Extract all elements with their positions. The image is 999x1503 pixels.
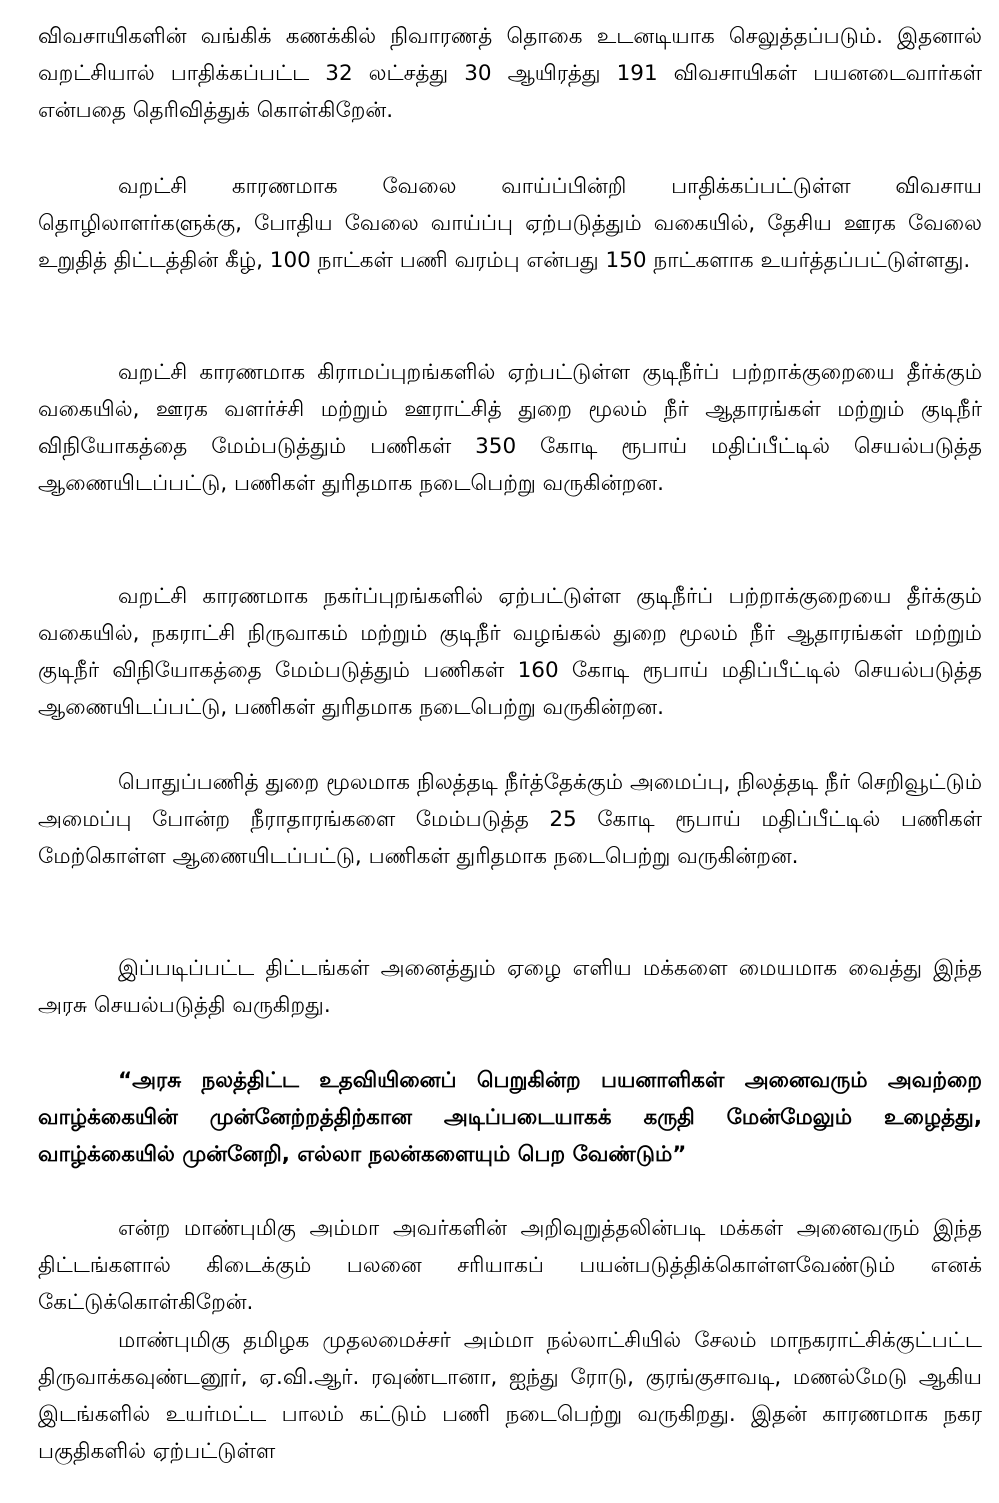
paragraph-relief-amount: விவசாயிகளின் வங்கிக் கணக்கில் நிவாரணத் தொகை உடனடியாக செலுத்தப்படும். இதனால் வறட்சியால் பாதிக்கப்பட்ட 32 லட்சத்து 30 ஆயிரத்து 191 விவசாயிகள் பயனடைவார்கள் என்பதை தெரிவித்துக் கொள்கிறேன்.: [38, 24, 982, 123]
paragraph-request: என்ற மாண்புமிகு அம்மா அவர்களின் அறிவுறுத்தலின்படி மக்கள் அனைவரும் இந்த திட்டங்களால் கிடைக்கும் பலனை சரியாகப் பயன்படுத்திக்கொள்ளவேண்டும் எனக் கேட்டுக்கொள்கிறேன்.: [38, 1216, 982, 1315]
paragraph-poor-people: இப்படிப்பட்ட திட்டங்கள் அனைத்தும் ஏழை எளிய மக்களை மையமாக வைத்து இந்த அரசு செயல்படுத்தி வருகிறது.: [38, 956, 982, 1018]
paragraph-urban-water: வறட்சி காரணமாக நகர்ப்புறங்களில் ஏற்பட்டுள்ள குடிநீர்ப் பற்றாக்குறையை தீர்க்கும் வகையில், நகராட்சி நிருவாகம் மற்றும் குடிநீர் வழங்கல் துறை மூலம் நீர் ஆதாரங்கள் மற்றும் குடிநீர் விநியோகத்தை மேம்படுத்தும் பணிகள் 160 கோடி ரூபாய் மதிப்பீட்டில் செயல்படுத்த ஆணையிடப்பட்டு, பணிகள் துரிதமாக நடைபெற்று வருகின்றன.: [38, 584, 982, 720]
paragraph-groundwater: பொதுப்பணித் துறை மூலமாக நிலத்தடி நீர்த்தேக்கும் அமைப்பு, நிலத்தடி நீர் செறிவூட்டும் அமைப்பு போன்ற நீராதாரங்களை மேம்படுத்த 25 கோடி ரூபாய் மதிப்பீட்டில் பணிகள் மேற்கொள்ள ஆணையிடப்பட்டு, பணிகள் துரிதமாக நடைபெற்று வருகின்றன.: [38, 770, 982, 869]
quote-amma: “அரசு நலத்திட்ட உதவியினைப் பெறுகின்ற பயனாளிகள் அனைவரும் அவற்றை வாழ்க்கையின் முன்னேற்றத்திற்கான அடிப்படையாகக் கருதி மேன்மேலும் உழைத்து, வாழ்க்கையில் முன்னேறி, எல்லா நலன்களையும் பெற வேண்டும்”: [38, 1068, 982, 1167]
paragraph-rural-water: வறட்சி காரணமாக கிராமப்புறங்களில் ஏற்பட்டுள்ள குடிநீர்ப் பற்றாக்குறையை தீர்க்கும் வகையில், ஊரக வளர்ச்சி மற்றும் ஊராட்சித் துறை மூலம் நீர் ஆதாரங்கள் மற்றும் குடிநீர் விநியோகத்தை மேம்படுத்தும் பணிகள் 350 கோடி ரூபாய் மதிப்பீட்டில் செயல்படுத்த ஆணையிடப்பட்டு, பணிகள் துரிதமாக நடைபெற்று வருகின்றன.: [38, 360, 982, 496]
document-page: [38, 0, 982, 1503]
paragraph-employment: வறட்சி காரணமாக வேலை வாய்ப்பின்றி பாதிக்கப்பட்டுள்ள விவசாய தொழிலாளர்களுக்கு, போதிய வேலை வாய்ப்பு ஏற்படுத்தும் வகையில், தேசிய ஊரக வேலை உறுதித் திட்டத்தின் கீழ், 100 நாட்கள் பணி வரம்பு என்பது 150 நாட்களாக உயர்த்தப்பட்டுள்ளது.: [38, 174, 982, 273]
paragraph-salem-bridge: மாண்புமிகு தமிழக முதலமைச்சர் அம்மா நல்லாட்சியில் சேலம் மாநகராட்சிக்குட்பட்ட திருவாக்கவுண்டனூர், ஏ.வி.ஆர். ரவுண்டானா, ஐந்து ரோடு, குரங்குசாவடி, மணல்மேடு ஆகிய இடங்களில் உயர்மட்ட பாலம் கட்டும் பணி நடைபெற்று வருகிறது. இதன் காரணமாக நகர பகுதிகளில் ஏற்பட்டுள்ள: [38, 1328, 982, 1464]
